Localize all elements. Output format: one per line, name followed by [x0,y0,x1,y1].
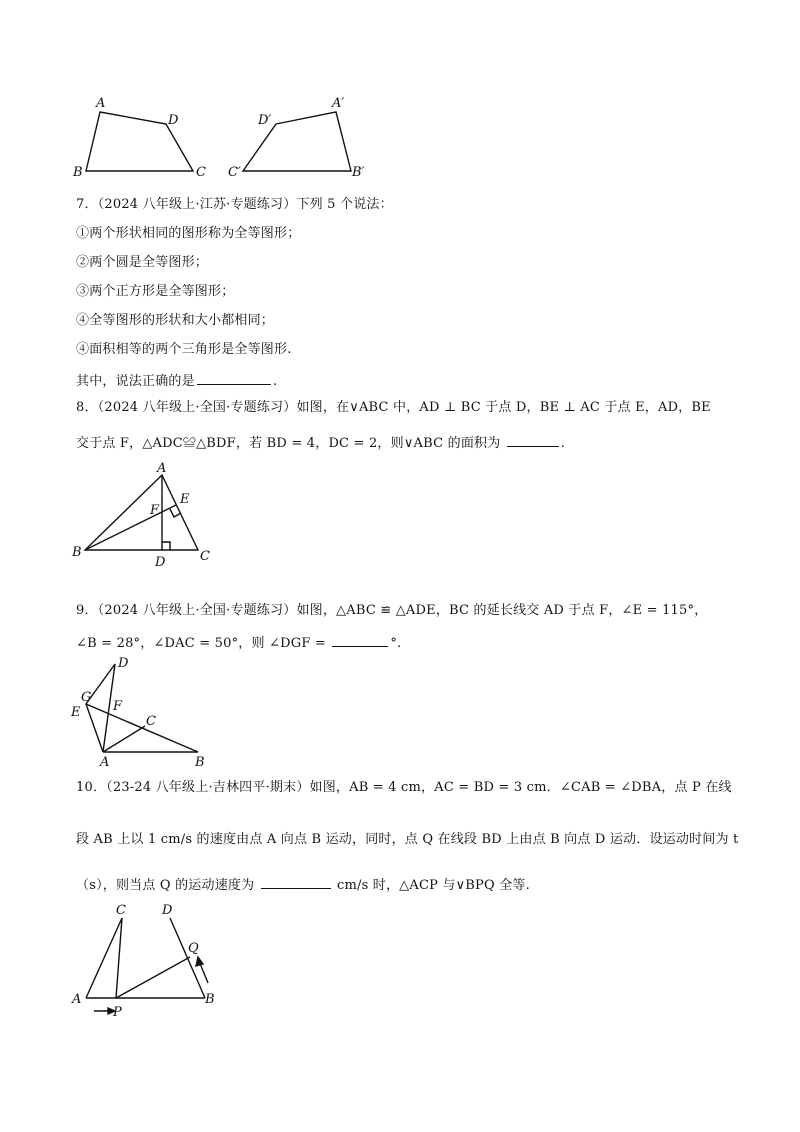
q9-stem: 9．（2024 八年级上·全国·专题练习）如图，△ABC ≌ △ADE，BC 的延长线交 AD 于点 F，∠E = 115°， [76,603,708,618]
q8-label-D: D [155,555,166,570]
q9-label-G: G [81,690,92,705]
q9-label-D: D [118,656,129,671]
q10-line-2: 段 AB 上以 1 cm/s 的速度由点 A 向点 B 运动，同时，点 Q 在线段 BD 上由点 B 向点 D 运动．设运动时间为 t [76,832,739,847]
label-B-prime: B′ [352,165,365,180]
q10-question-prefix: （s），则当点 Q 的运动速度为 [76,878,255,893]
q9-label-A: A [100,755,110,770]
q10-label-A: A [72,992,82,1007]
label-D-prime: D′ [258,113,272,128]
q8-stem: 8．（2024 八年级上·全国·专题练习）如图，在∨ABC 中，AD ⊥ BC 于点 D，BE ⊥ AC 于点 E，AD，BE [76,400,711,415]
q9-label-B: B [195,755,205,770]
label-C-prime: C′ [228,165,241,180]
q9-label-C: C [146,714,156,729]
q7-item-1: ①两个形状相同的图形称为全等图形； [76,226,301,241]
q7-item-5: ④面积相等的两个三角形是全等图形. [76,342,292,357]
q10-label-D: D [162,903,173,918]
label-B: B [73,165,83,180]
q7-item-2: ②两个圆是全等图形； [76,255,209,270]
q7-answer-suffix: . [272,374,278,389]
q8-question-prefix: 交于点 F，△ADC≌△BDF，若 BD = 4，DC = 2，则∨ABC 的面积为 [76,436,501,451]
q10-label-Q: Q [188,941,199,956]
label-A: A [96,96,106,111]
label-C: C [196,165,206,180]
q9-question-suffix: °. [390,636,402,651]
q10-label-P: P [113,1005,122,1020]
q8-label-E: E [180,492,190,507]
q7-stem: 7．（2024 八年级上·江苏·专题练习）下列 5 个说法： [76,197,393,212]
q10-label-C: C [116,903,126,918]
label-A-prime: A′ [332,96,345,111]
q9-question-prefix: ∠B = 28°，∠DAC = 50°，则 ∠DGF = [76,636,326,651]
q8-label-A: A [157,461,167,476]
label-D: D [168,113,179,128]
q8-label-B: B [72,545,82,560]
q7-answer-prefix: 其中，说法正确的是 [76,374,195,389]
q10-stem: 10．（23-24 八年级上·吉林四平·期末）如图，AB = 4 cm，AC = BD = 3 cm．∠CAB = ∠DBA，点 P 在线 [76,780,732,795]
q9-label-E: E [71,705,81,720]
q7-item-4: ④全等图形的形状和大小都相同； [76,313,275,328]
q9-label-F: F [113,699,123,714]
q10-label-B: B [205,992,215,1007]
q8-question-suffix: . [560,436,566,451]
q8-label-F: F [150,503,160,518]
q7-item-3: ③两个正方形是全等图形； [76,284,235,299]
q10-question-suffix: cm/s 时，△ACP 与∨BPQ 全等. [336,878,530,893]
q8-label-C: C [200,549,210,564]
